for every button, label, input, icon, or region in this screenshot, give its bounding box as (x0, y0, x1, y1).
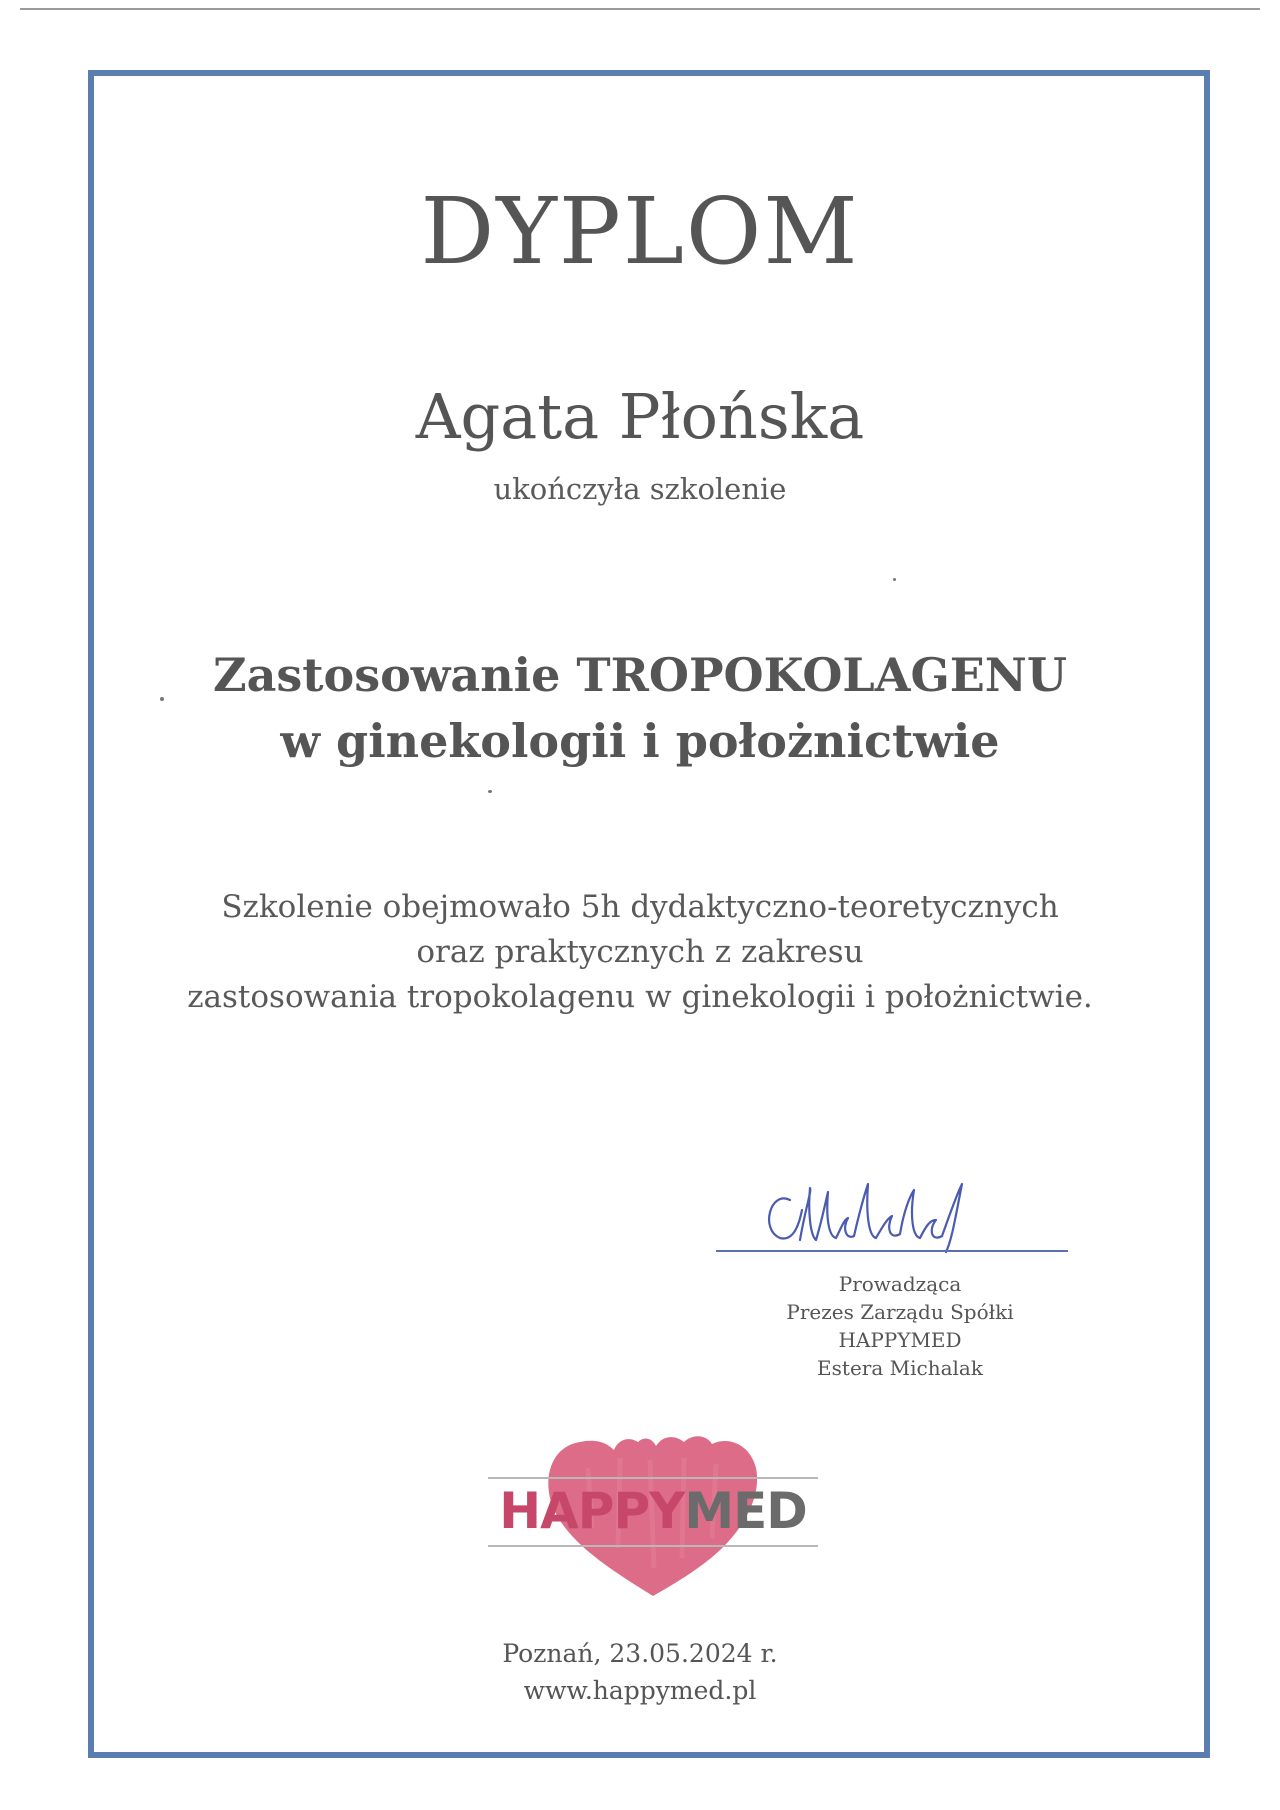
website: www.happymed.pl (523, 1676, 757, 1705)
logo-text-happy: HAPPY (499, 1482, 685, 1540)
logo-bottom-line (488, 1545, 818, 1547)
course-description (0, 885, 1280, 1020)
signatory-name: Estera Michalak (817, 1356, 983, 1380)
course-title-line-2: w ginekologii i położnictwie (280, 714, 1000, 768)
signatory-block (740, 1270, 1060, 1382)
happymed-logo (488, 1428, 818, 1598)
description-line-1: Szkolenie obejmowało 5h dydaktyczno-teoretycznych (221, 889, 1059, 925)
course-title (0, 642, 1280, 774)
signatory-role: Prowadząca (838, 1272, 962, 1296)
signatory-company: HAPPYMED (838, 1328, 962, 1352)
signatory-position: Prezes Zarządu Spółki (786, 1300, 1014, 1324)
signature-line (716, 1250, 1068, 1252)
place-date: Poznań, 23.05.2024 r. (502, 1639, 778, 1668)
course-title-line-1: Zastosowanie TROPOKOLAGENU (213, 648, 1067, 702)
recipient-name: Agata Płońska (415, 380, 865, 453)
scan-speck (488, 790, 492, 793)
logo-wordmark (488, 1482, 818, 1540)
logo-text-med: MED (684, 1482, 807, 1540)
description-line-3: zastosowania tropokolagenu w ginekologii i położnictwie. (187, 979, 1093, 1015)
logo-top-line (488, 1477, 818, 1479)
footer (0, 1635, 1280, 1709)
scan-edge-line (20, 8, 1260, 10)
description-line-2: oraz praktycznych z zakresu (416, 934, 864, 970)
handwritten-signature (750, 1170, 980, 1258)
completed-text: ukończyła szkolenie (493, 472, 787, 506)
scan-speck (160, 697, 164, 701)
scan-speck (893, 578, 896, 581)
diploma-title: DYPLOM (420, 178, 860, 285)
